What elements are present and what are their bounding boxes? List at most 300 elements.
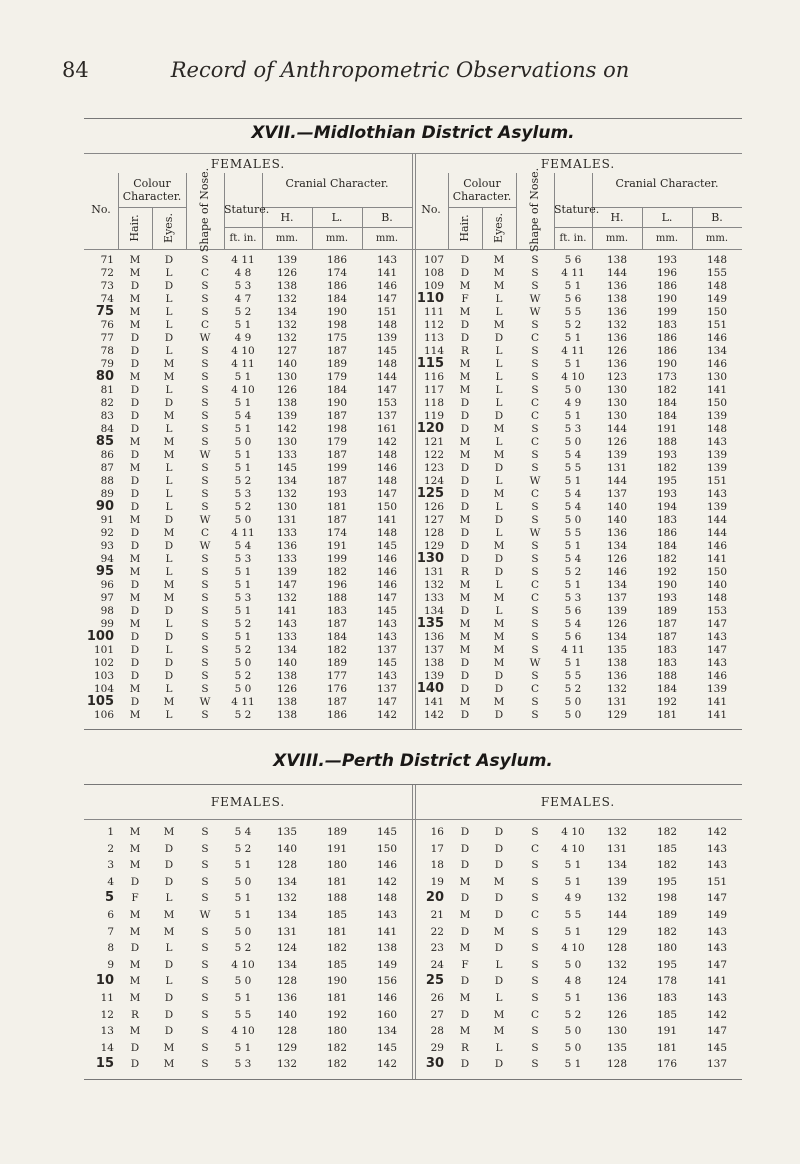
cell-nose: S <box>201 1041 209 1054</box>
cell-eyes: L <box>165 566 173 578</box>
cell-l: 190 <box>326 975 348 988</box>
cell-h: 128 <box>276 1025 298 1038</box>
cell-no: 133 <box>423 592 444 604</box>
cell-nose: S <box>201 566 209 578</box>
cell-h: 139 <box>276 254 298 266</box>
cell-b: 140 <box>706 579 728 591</box>
cell-hair: R <box>461 1041 469 1054</box>
cell-eyes: D <box>494 709 504 721</box>
cell-b: 143 <box>706 992 728 1004</box>
cell-h: 139 <box>606 875 628 888</box>
cell-nose: S <box>531 696 539 708</box>
col-l: L. <box>661 211 673 224</box>
col-divider <box>482 207 483 249</box>
cell-l: 187 <box>326 618 348 630</box>
cell-eyes: L <box>495 992 503 1004</box>
cell-hair: M <box>129 992 141 1004</box>
table-row <box>414 383 742 397</box>
cell-eyes: L <box>165 423 173 435</box>
table-row <box>84 383 412 397</box>
cell-eyes: L <box>165 942 173 955</box>
table-row <box>414 578 742 592</box>
cell-nose: C <box>530 683 540 695</box>
cell-hair: M <box>459 875 471 888</box>
cell-no: 130 <box>416 551 444 566</box>
cell-no: 27 <box>430 1008 444 1021</box>
cell-no: 73 <box>100 280 114 292</box>
cell-b: 146 <box>376 462 398 474</box>
cell-hair: D <box>460 267 470 279</box>
cell-l: 191 <box>326 540 348 552</box>
unit-mm: mm. <box>375 233 399 244</box>
table-row <box>84 875 412 889</box>
cell-stature: 5 2 <box>234 709 252 721</box>
cell-nose: S <box>201 605 209 617</box>
cell-stature: 5 1 <box>564 410 582 422</box>
cell-no: 84 <box>100 423 114 435</box>
cell-no: 71 <box>100 254 114 266</box>
cell-eyes: M <box>163 410 175 422</box>
cell-hair: M <box>129 267 141 279</box>
cell-b: 148 <box>376 358 398 370</box>
cell-no: 124 <box>423 475 444 487</box>
cell-nose: W <box>199 332 211 344</box>
cell-hair: M <box>459 306 471 318</box>
cell-l: 196 <box>656 267 678 279</box>
cell-stature: 5 1 <box>234 631 252 643</box>
table-row <box>414 292 742 306</box>
table-row <box>414 461 742 475</box>
cell-nose: S <box>531 670 539 682</box>
cell-eyes: L <box>495 527 503 539</box>
cell-hair: M <box>459 449 471 461</box>
cell-b: 145 <box>376 540 398 552</box>
cell-no: 4 <box>107 875 114 888</box>
cell-b: 144 <box>706 527 728 539</box>
cell-nose: S <box>201 371 209 383</box>
cell-hair: D <box>460 683 470 695</box>
cell-l: 190 <box>326 397 348 409</box>
col-no: No. <box>421 203 441 216</box>
cell-stature: 5 6 <box>564 631 582 643</box>
cell-hair: D <box>460 319 470 331</box>
cell-no: 113 <box>423 332 444 344</box>
cell-b: 141 <box>706 975 728 988</box>
cell-hair: D <box>460 423 470 435</box>
cell-nose: S <box>201 384 209 396</box>
cell-hair: D <box>130 423 140 435</box>
cell-no: 78 <box>100 345 114 357</box>
cell-stature: 4 11 <box>561 644 585 656</box>
cell-stature: 4 9 <box>234 332 252 344</box>
cell-b: 144 <box>376 371 398 383</box>
midlothian-title: XVII.—Midlothian District Asylum. <box>251 123 575 143</box>
cell-stature: 5 1 <box>564 540 582 552</box>
col-divider <box>152 207 153 249</box>
table-row <box>84 908 412 922</box>
cell-no: 93 <box>100 540 114 552</box>
cell-hair: D <box>460 842 470 855</box>
cell-stature: 5 5 <box>564 462 582 474</box>
cell-stature: 4 9 <box>564 397 582 409</box>
cell-hair: M <box>129 306 141 318</box>
cell-h: 132 <box>606 319 628 331</box>
cell-eyes: D <box>164 875 174 888</box>
cell-no: 25 <box>425 973 444 989</box>
cell-stature: 4 10 <box>231 345 255 357</box>
cell-l: 178 <box>656 975 678 988</box>
cell-l: 191 <box>326 842 348 855</box>
cell-h: 137 <box>606 488 628 500</box>
cell-no: 90 <box>95 499 114 514</box>
cell-h: 134 <box>276 875 298 888</box>
col-eyes: Eyes. <box>162 213 175 243</box>
cell-nose: C <box>530 332 540 344</box>
cell-h: 133 <box>276 553 298 565</box>
cell-hair: D <box>130 942 140 955</box>
cell-hair: D <box>130 1058 140 1071</box>
cell-no: 9 <box>107 958 114 971</box>
cell-b: 145 <box>376 826 398 838</box>
cell-nose: S <box>201 670 209 682</box>
cell-nose: S <box>531 605 539 617</box>
cell-b: 141 <box>376 514 398 526</box>
cell-stature: 4 11 <box>231 696 255 708</box>
table-row <box>414 474 742 488</box>
cell-no: 112 <box>423 319 444 331</box>
cell-h: 134 <box>276 475 298 487</box>
col-no: No. <box>91 203 111 216</box>
cell-no: 92 <box>100 527 114 539</box>
cell-stature: 5 1 <box>564 657 582 669</box>
cell-stature: 5 6 <box>564 293 582 305</box>
cell-l: 193 <box>656 254 678 266</box>
cell-hair: M <box>129 975 141 988</box>
cell-stature: 4 10 <box>561 942 585 955</box>
perth-title: XVIII.—Perth District Asylum. <box>273 751 553 771</box>
cell-b: 141 <box>376 925 398 938</box>
cell-stature: 5 1 <box>564 280 582 292</box>
table-row <box>84 643 412 657</box>
running-head <box>0 58 800 88</box>
cell-stature: 4 9 <box>564 892 582 905</box>
cell-nose: S <box>531 992 539 1004</box>
cell-eyes: L <box>165 319 173 331</box>
cell-nose: S <box>531 423 539 435</box>
cell-hair: M <box>129 826 141 838</box>
cell-l: 174 <box>326 267 348 279</box>
cell-nose: S <box>531 553 539 565</box>
cell-l: 189 <box>326 826 348 838</box>
cell-nose: S <box>201 657 209 669</box>
cell-b: 143 <box>706 942 728 955</box>
table-row <box>414 669 742 683</box>
cell-nose: S <box>531 254 539 266</box>
cell-stature: 5 1 <box>564 332 582 344</box>
cell-l: 186 <box>656 332 678 344</box>
cell-l: 195 <box>656 875 678 888</box>
cell-h: 131 <box>606 696 628 708</box>
cell-eyes: M <box>163 696 175 708</box>
group-header-right: FEMALES. <box>540 157 616 171</box>
cell-h: 138 <box>276 397 298 409</box>
cell-b: 156 <box>376 975 398 988</box>
cell-h: 132 <box>276 293 298 305</box>
cell-hair: M <box>459 280 471 292</box>
cell-l: 189 <box>326 358 348 370</box>
cell-b: 139 <box>706 462 728 474</box>
cell-no: 5 <box>104 890 114 906</box>
cell-b: 142 <box>376 1058 398 1071</box>
cell-h: 126 <box>606 1008 628 1021</box>
cell-nose: S <box>201 826 209 838</box>
cell-no: 137 <box>423 644 444 656</box>
table-row <box>84 357 412 371</box>
cell-stature: 5 3 <box>564 423 582 435</box>
cell-hair: F <box>131 892 139 905</box>
cell-eyes: L <box>165 293 173 305</box>
cell-nose: S <box>531 371 539 383</box>
cell-b: 151 <box>706 319 728 331</box>
cell-l: 181 <box>326 925 348 938</box>
cell-b: 146 <box>376 566 398 578</box>
cell-l: 182 <box>656 826 678 838</box>
col-stature: Stature. <box>554 203 600 216</box>
cell-eyes: M <box>163 1041 175 1054</box>
cell-eyes: D <box>164 605 174 617</box>
cell-eyes: M <box>493 1025 505 1038</box>
cell-b: 137 <box>376 410 398 422</box>
cell-h: 136 <box>606 280 628 292</box>
cell-hair: D <box>130 501 140 513</box>
cell-eyes: D <box>494 514 504 526</box>
col-divider <box>448 173 449 249</box>
cell-hair: R <box>131 1008 139 1021</box>
table-row <box>84 526 412 540</box>
cell-no: 106 <box>93 709 114 721</box>
cell-nose: W <box>199 449 211 461</box>
cell-hair: D <box>130 280 140 292</box>
cell-eyes: M <box>493 592 505 604</box>
cell-h: 129 <box>276 1041 298 1054</box>
cell-no: 96 <box>100 579 114 591</box>
cell-b: 146 <box>706 540 728 552</box>
cell-h: 126 <box>606 553 628 565</box>
cell-hair: M <box>459 618 471 630</box>
cell-hair: D <box>130 332 140 344</box>
cell-nose: S <box>531 709 539 721</box>
cell-hair: D <box>130 410 140 422</box>
cell-no: 111 <box>423 306 444 318</box>
cell-nose: W <box>199 540 211 552</box>
cell-hair: D <box>460 410 470 422</box>
cell-l: 186 <box>326 709 348 721</box>
cell-h: 136 <box>606 332 628 344</box>
cell-hair: M <box>129 514 141 526</box>
cell-l: 180 <box>326 1025 348 1038</box>
table-row <box>414 875 742 889</box>
cell-h: 129 <box>606 925 628 938</box>
cell-no: 91 <box>100 514 114 526</box>
cell-no: 121 <box>423 436 444 448</box>
cell-eyes: D <box>494 462 504 474</box>
cell-h: 136 <box>606 306 628 318</box>
cell-stature: 5 5 <box>564 527 582 539</box>
cell-h: 144 <box>606 475 628 487</box>
cell-hair: F <box>461 958 469 971</box>
cell-h: 134 <box>606 859 628 872</box>
cell-stature: 5 2 <box>234 475 252 487</box>
table-row <box>84 656 412 670</box>
cell-no: 19 <box>430 875 444 888</box>
cell-hair: M <box>459 514 471 526</box>
cell-no: 79 <box>100 358 114 370</box>
cell-stature: 5 0 <box>564 436 582 448</box>
cell-stature: 5 3 <box>234 280 252 292</box>
cell-l: 184 <box>326 631 348 643</box>
cell-nose: S <box>531 875 539 888</box>
cell-stature: 5 0 <box>564 514 582 526</box>
cell-stature: 5 3 <box>234 592 252 604</box>
cell-no: 29 <box>430 1041 444 1054</box>
cell-b: 148 <box>706 423 728 435</box>
cell-h: 140 <box>606 501 628 513</box>
col-h: H. <box>610 211 624 224</box>
cell-h: 130 <box>606 1025 628 1038</box>
cell-hair: D <box>460 709 470 721</box>
cell-hair: D <box>460 1058 470 1071</box>
cell-no: 118 <box>423 397 444 409</box>
cell-h: 135 <box>276 826 298 838</box>
cell-nose: C <box>200 267 210 279</box>
cell-nose: C <box>530 592 540 604</box>
cell-l: 192 <box>326 1008 348 1021</box>
table-row <box>414 513 742 527</box>
cell-b: 144 <box>706 514 728 526</box>
table-row <box>414 958 742 972</box>
cell-l: 195 <box>656 958 678 971</box>
cell-h: 137 <box>606 592 628 604</box>
table-row <box>414 422 742 436</box>
cell-hair: D <box>460 397 470 409</box>
cell-eyes: M <box>163 449 175 461</box>
cell-hair: D <box>460 1008 470 1021</box>
cell-l: 174 <box>326 527 348 539</box>
col-divider <box>186 173 187 249</box>
table-row <box>414 682 742 696</box>
cell-h: 130 <box>276 371 298 383</box>
cell-h: 132 <box>606 826 628 838</box>
cell-stature: 5 2 <box>234 306 252 318</box>
cell-hair: D <box>130 397 140 409</box>
cell-nose: W <box>529 527 541 539</box>
cell-hair: M <box>129 371 141 383</box>
cell-stature: 5 0 <box>564 709 582 721</box>
cell-no: 3 <box>107 859 114 872</box>
table-row <box>84 708 412 722</box>
cell-b: 147 <box>706 644 728 656</box>
table-row <box>414 974 742 988</box>
table-row <box>84 500 412 514</box>
cell-l: 176 <box>656 1058 678 1071</box>
cell-h: 132 <box>276 592 298 604</box>
table-row <box>414 1024 742 1038</box>
cell-hair: D <box>460 553 470 565</box>
cell-hair: D <box>460 670 470 682</box>
cell-nose: S <box>201 683 209 695</box>
cell-no: 74 <box>100 293 114 305</box>
col-h: H. <box>280 211 294 224</box>
cell-l: 187 <box>326 410 348 422</box>
midlothian-table <box>84 118 742 730</box>
cell-b: 146 <box>706 358 728 370</box>
cell-eyes: M <box>163 925 175 938</box>
cell-l: 183 <box>656 992 678 1004</box>
cell-no: 83 <box>100 410 114 422</box>
cell-h: 130 <box>606 384 628 396</box>
cell-b: 147 <box>376 293 398 305</box>
cell-h: 138 <box>606 293 628 305</box>
unit-mm: mm. <box>325 233 349 244</box>
table-row <box>414 331 742 345</box>
cell-l: 184 <box>656 397 678 409</box>
cell-stature: 4 10 <box>231 958 255 971</box>
cell-nose: S <box>201 358 209 370</box>
cell-b: 147 <box>706 618 728 630</box>
cell-hair: D <box>130 605 140 617</box>
cell-hair: M <box>459 579 471 591</box>
cell-b: 147 <box>376 488 398 500</box>
cell-h: 134 <box>276 958 298 971</box>
cell-nose: S <box>531 618 539 630</box>
group-header-right: FEMALES. <box>540 795 616 809</box>
cell-l: 181 <box>326 501 348 513</box>
cell-h: 132 <box>276 319 298 331</box>
sub-divider <box>554 227 742 228</box>
col-divider <box>516 173 517 249</box>
cell-l: 186 <box>656 527 678 539</box>
cell-h: 143 <box>276 618 298 630</box>
cell-b: 149 <box>706 909 728 921</box>
cell-l: 181 <box>656 1041 678 1054</box>
table-row <box>84 474 412 488</box>
table-row <box>84 370 412 384</box>
col-stature: Stature. <box>224 203 270 216</box>
cell-no: 136 <box>423 631 444 643</box>
cell-hair: M <box>459 909 471 921</box>
cell-eyes: M <box>163 371 175 383</box>
cell-l: 192 <box>656 566 678 578</box>
cell-h: 128 <box>606 942 628 955</box>
cell-eyes: D <box>164 254 174 266</box>
cell-b: 150 <box>376 842 398 855</box>
cell-stature: 4 11 <box>231 358 255 370</box>
cell-hair: D <box>460 975 470 988</box>
cell-h: 130 <box>276 436 298 448</box>
cell-eyes: M <box>163 826 175 838</box>
cell-b: 148 <box>376 319 398 331</box>
cell-no: 87 <box>100 462 114 474</box>
table-row <box>414 1008 742 1022</box>
table-row <box>84 682 412 696</box>
cell-eyes: M <box>163 527 175 539</box>
cell-h: 136 <box>276 992 298 1004</box>
cell-l: 182 <box>656 553 678 565</box>
cell-b: 142 <box>376 436 398 448</box>
cell-b: 146 <box>376 992 398 1004</box>
cell-stature: 5 1 <box>234 319 252 331</box>
cell-hair: D <box>460 527 470 539</box>
